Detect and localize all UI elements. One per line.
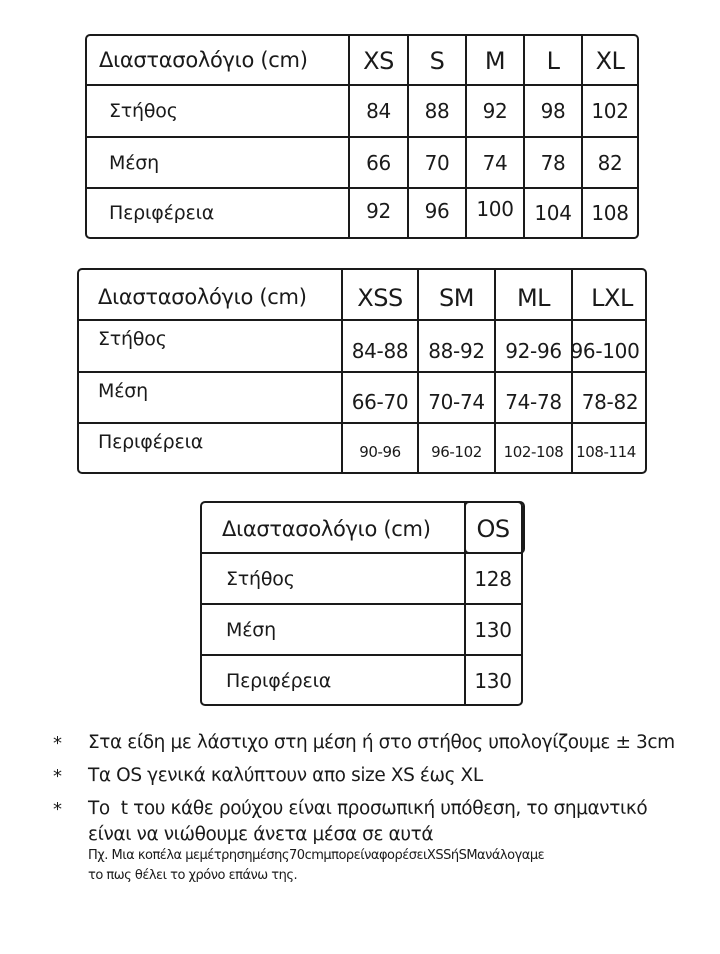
table-cell: 98 [540, 99, 566, 123]
table-cell: 130 [474, 617, 512, 642]
size-header: LXL [591, 284, 633, 312]
row-label: Μέση [226, 618, 276, 641]
table-cell: 88 [424, 99, 450, 123]
table-cell: 70-74 [428, 390, 485, 414]
table-cell: 104 [534, 201, 572, 225]
table-cell: 100 [476, 197, 514, 221]
table-title: Διαστασολόγιο (cm) [98, 285, 307, 309]
example-text: το πως θέλει το χρόνο επάνω της. [88, 868, 298, 883]
size-header: M [484, 47, 506, 75]
table-cell: 74-78 [505, 390, 562, 414]
table-cell: 96-100 [570, 339, 640, 363]
row-label: Περιφέρεια [109, 202, 215, 224]
size-table-1 [85, 34, 639, 239]
table-cell: 102 [591, 99, 629, 123]
size-table-3 [200, 501, 523, 706]
table-cell: 78 [540, 151, 566, 175]
size-header: XSS [357, 284, 403, 312]
bullet-asterisk: * [53, 733, 62, 754]
size-header: XL [595, 47, 625, 75]
row-label: Περιφέρεια [98, 431, 204, 453]
row-label: Μέση [109, 152, 159, 174]
bullet-asterisk: * [53, 799, 62, 820]
table-cell: 96-102 [431, 443, 482, 461]
table-cell: 82 [597, 151, 623, 175]
note-text: Τα OS γενικά καλύπτουν απο size XS έως XL [88, 765, 483, 786]
size-table-2 [77, 268, 647, 474]
table-cell: 66 [366, 151, 391, 175]
table-cell: 128 [474, 566, 512, 591]
note-text: Στα είδη με λάστιχο στη μέση ή στο στήθος υπολογίζουμε ± 3cm [88, 732, 675, 753]
table-title: Διαστασολόγιο (cm) [222, 517, 431, 541]
table-cell: 130 [474, 668, 512, 693]
size-header: SM [439, 284, 474, 312]
table-cell: 90-96 [359, 443, 401, 461]
table-cell: 66-70 [351, 390, 409, 414]
table-cell: 70 [424, 151, 450, 175]
table-cell: 108 [591, 201, 629, 225]
table-cell: 102-108 [503, 443, 564, 461]
table-cell: 78-82 [581, 390, 639, 414]
table-cell: 84 [366, 99, 391, 123]
row-label: Στήθος [98, 328, 167, 350]
table-cell: 92-96 [505, 339, 562, 363]
table-cell: 88-92 [428, 339, 485, 363]
size-header: L [546, 47, 560, 75]
row-label: Στήθος [226, 567, 295, 590]
note-text-continued: είναι να νιώθουμε άνετα μέσα σε αυτά [88, 824, 434, 845]
row-label: Περιφέρεια [226, 669, 332, 692]
table-cell: 92 [482, 99, 508, 123]
table-cell: 84-88 [351, 339, 409, 363]
table-cell: 74 [482, 151, 508, 175]
table-cell: 92 [366, 199, 391, 223]
row-label: Μέση [98, 380, 148, 402]
table-title: Διαστασολόγιο (cm) [99, 48, 308, 72]
example-text: Πχ. Μια κοπέλα μεμέτρησημέσης70cmμπορείναφορέσειXSSήSMανάλογαμε [88, 848, 545, 863]
table-cell: 108-114 [576, 443, 636, 461]
size-header: XS [363, 47, 394, 75]
size-header: ML [516, 284, 551, 312]
note-text: Το t του κάθε ρούχου είναι προσωπική υπόθεση, το σημαντικό [88, 798, 648, 819]
size-header: OS [476, 515, 510, 543]
table-cell: 96 [424, 199, 450, 223]
size-header: S [429, 47, 445, 75]
row-label: Στήθος [109, 100, 178, 122]
bullet-asterisk: * [53, 766, 62, 787]
